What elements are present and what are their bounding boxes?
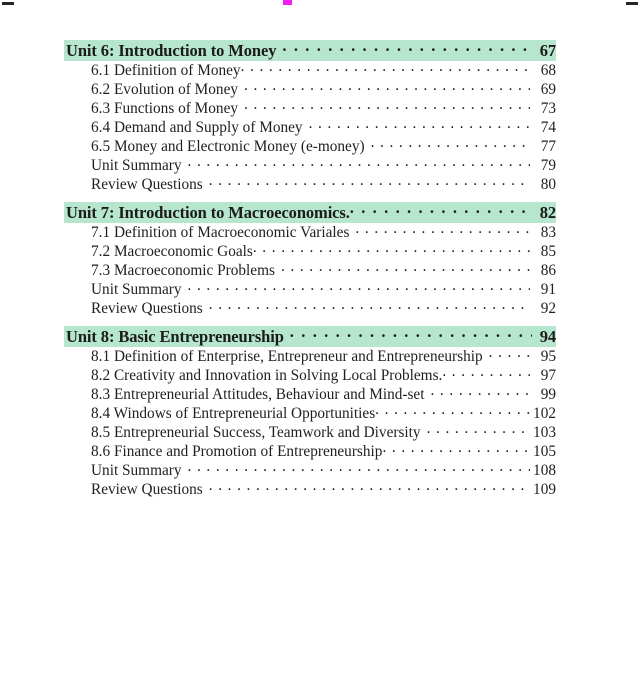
dot-leader <box>282 42 532 59</box>
crop-mark-right <box>626 2 638 5</box>
dot-leader <box>427 425 530 440</box>
dot-leader <box>209 482 530 497</box>
toc-entry-label: Review Questions <box>91 481 203 498</box>
toc-entry-label: Unit Summary <box>91 462 182 479</box>
toc-entry-page: 74 <box>540 119 556 136</box>
unit-heading-label: Unit 6: Introduction to Money <box>66 41 277 60</box>
toc-entry-row[interactable] <box>64 347 556 366</box>
unit-heading-page: 67 <box>539 41 556 60</box>
toc-entry-page: 92 <box>540 300 556 317</box>
toc-entry-row[interactable] <box>64 61 556 80</box>
toc-entry-label: 7.1 Definition of Macroeconomic Variales <box>91 224 350 241</box>
toc-entry-page: 73 <box>540 100 556 117</box>
toc-unit-row[interactable] <box>64 202 556 223</box>
toc-entry-row[interactable] <box>64 137 556 156</box>
toc-entry-label: Review Questions <box>91 176 203 193</box>
toc-entry-label: 6.5 Money and Electronic Money (e-money) <box>91 138 365 155</box>
toc-entry-row[interactable] <box>64 299 556 318</box>
dot-leader <box>209 301 530 316</box>
unit-block <box>64 40 556 194</box>
toc-entry-page: 99 <box>540 386 556 403</box>
toc-entry-row[interactable] <box>64 118 556 137</box>
toc-entry-label: 6.1 Definition of Money <box>91 62 241 79</box>
toc-entry-page: 108 <box>533 462 556 479</box>
dot-leader <box>281 263 530 278</box>
toc-entry-row[interactable] <box>64 223 556 242</box>
toc-entry-page: 86 <box>540 262 556 279</box>
toc-entry-page: 79 <box>540 157 556 174</box>
toc-entry-page: 103 <box>533 424 556 441</box>
unit-heading-label: Unit 7: Introduction to Macroeconomics. <box>66 203 350 222</box>
toc-entry-label: Review Questions <box>91 300 203 317</box>
dot-leader <box>382 444 530 459</box>
toc-entry-label: 8.5 Entrepreneurial Success, Teamwork and Diversity <box>91 424 421 441</box>
dot-leader <box>489 349 530 364</box>
toc-entry-page: 83 <box>540 224 556 241</box>
toc-entry-label: 8.1 Definition of Enterprise, Entrepreneur and Entrepreneurship <box>91 348 483 365</box>
toc-entry-label: 8.3 Entrepreneurial Attitudes, Behaviour and Mind-set <box>91 386 425 403</box>
dot-leader <box>253 244 530 259</box>
toc-entry-page: 109 <box>533 481 556 498</box>
dot-leader <box>355 225 530 240</box>
toc-entry-label: 6.3 Functions of Money <box>91 100 239 117</box>
toc-entry-row[interactable] <box>64 442 556 461</box>
unit-block <box>64 202 556 318</box>
toc-entry-row[interactable] <box>64 80 556 99</box>
toc-entry-row[interactable] <box>64 480 556 499</box>
dot-leader <box>241 63 530 78</box>
toc-entry-label: 8.2 Creativity and Innovation in Solving Local Problems. <box>91 367 443 384</box>
dot-leader <box>371 139 530 154</box>
dot-leader <box>244 101 530 116</box>
registration-mark-center <box>283 0 292 5</box>
toc-unit-row[interactable] <box>64 40 556 61</box>
dot-leader <box>350 204 532 221</box>
toc-entry-page: 91 <box>540 281 556 298</box>
toc-entry-label: 8.4 Windows of Entrepreneurial Opportunities <box>91 405 376 422</box>
dot-leader <box>188 463 530 478</box>
toc-entry-label: 8.6 Finance and Promotion of Entrepreneurship <box>91 443 383 460</box>
toc-entry-row[interactable] <box>64 261 556 280</box>
toc-entry-label: 7.3 Macroeconomic Problems <box>91 262 275 279</box>
dot-leader <box>290 328 532 345</box>
unit-heading-page: 94 <box>539 327 556 346</box>
dot-leader <box>442 368 530 383</box>
dot-leader <box>375 406 530 421</box>
unit-block <box>64 326 556 499</box>
toc-entry-row[interactable] <box>64 366 556 385</box>
toc-entry-row[interactable] <box>64 175 556 194</box>
unit-heading-page: 82 <box>539 203 556 222</box>
dot-leader <box>188 158 530 173</box>
toc-entry-row[interactable] <box>64 404 556 423</box>
crop-mark-left <box>2 2 14 5</box>
toc-entry-row[interactable] <box>64 385 556 404</box>
dot-leader <box>188 282 530 297</box>
toc-entry-row[interactable] <box>64 242 556 261</box>
toc-unit-row[interactable] <box>64 326 556 347</box>
toc-entry-page: 68 <box>540 62 556 79</box>
toc-entry-page: 97 <box>540 367 556 384</box>
toc-entry-row[interactable] <box>64 99 556 118</box>
table-of-contents <box>64 40 556 499</box>
toc-entry-label: 6.4 Demand and Supply of Money <box>91 119 303 136</box>
dot-leader <box>209 177 530 192</box>
unit-heading-label: Unit 8: Basic Entrepreneurship <box>66 327 284 346</box>
toc-entry-row[interactable] <box>64 461 556 480</box>
dot-leader <box>244 82 530 97</box>
toc-entry-row[interactable] <box>64 280 556 299</box>
toc-entry-row[interactable] <box>64 156 556 175</box>
toc-entry-page: 69 <box>540 81 556 98</box>
toc-entry-row[interactable] <box>64 423 556 442</box>
toc-entry-page: 102 <box>533 405 556 422</box>
toc-entry-page: 95 <box>540 348 556 365</box>
toc-entry-label: Unit Summary <box>91 281 182 298</box>
toc-entry-label: Unit Summary <box>91 157 182 174</box>
toc-entry-page: 105 <box>533 443 556 460</box>
toc-entry-page: 80 <box>540 176 556 193</box>
dot-leader <box>430 387 530 402</box>
toc-entry-label: 7.2 Macroeconomic Goals <box>91 243 253 260</box>
toc-entry-page: 77 <box>540 138 556 155</box>
toc-entry-page: 85 <box>540 243 556 260</box>
toc-entry-label: 6.2 Evolution of Money <box>91 81 239 98</box>
dot-leader <box>309 120 530 135</box>
